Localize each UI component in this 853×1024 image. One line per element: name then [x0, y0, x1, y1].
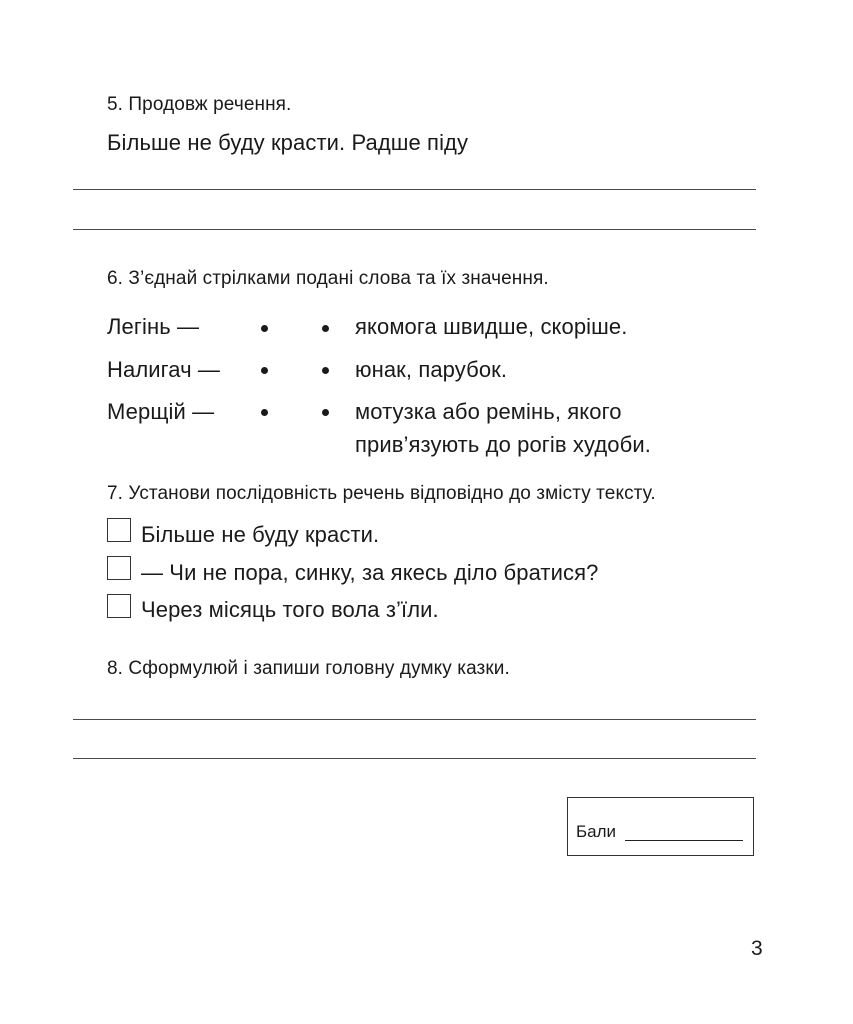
q5-answer-line-1[interactable]: [73, 189, 756, 190]
q8-title: 8. Сформулюй і запиши головну думку казки.: [107, 658, 510, 679]
q6-meaning-2: юнак, парубок.: [355, 357, 508, 382]
q6-meaning-3-line-2: прив’язують до рогів худоби.: [355, 432, 651, 457]
q6-meaning-1: якомога швидше, скоріше.: [355, 314, 628, 339]
q8-answer-line-2[interactable]: [73, 758, 756, 759]
q7-item-3: Через місяць того вола з’їли.: [141, 597, 439, 622]
q6-meaning-3-line-1: мотузка або ремінь, якого: [355, 399, 622, 424]
q6-meaning-dot-3[interactable]: [322, 409, 329, 416]
q7-item-2: — Чи не пора, синку, за якесь діло братися?: [141, 560, 599, 585]
q6-word-legin: Легінь —: [107, 314, 200, 339]
q8-answer-line-1[interactable]: [73, 719, 756, 720]
q6-word-dot-3[interactable]: [261, 409, 268, 416]
q6-title: 6. З’єднай стрілками подані слова та їх значення.: [107, 268, 549, 289]
score-input-line[interactable]: [625, 840, 743, 841]
q7-title: 7. Установи послідовність речень відповідно до змісту тексту.: [107, 483, 656, 504]
score-box: [567, 797, 754, 856]
q6-meaning-dot-1[interactable]: [322, 325, 329, 332]
q7-checkbox-3[interactable]: [107, 594, 131, 618]
score-label: Бали: [576, 822, 617, 841]
page-number: 3: [751, 937, 763, 960]
q6-word-dot-2[interactable]: [261, 367, 268, 374]
q5-sentence: Більше не буду красти. Радше піду: [107, 130, 469, 155]
q7-checkbox-2[interactable]: [107, 556, 131, 580]
q6-word-nalyhach: Налигач —: [107, 357, 221, 382]
q5-answer-line-2[interactable]: [73, 229, 756, 230]
q6-word-mershchii: Мерщій —: [107, 399, 215, 424]
q6-word-dot-1[interactable]: [261, 325, 268, 332]
q7-checkbox-1[interactable]: [107, 518, 131, 542]
q7-item-1: Більше не буду красти.: [141, 522, 380, 547]
q6-meaning-dot-2[interactable]: [322, 367, 329, 374]
q5-title: 5. Продовж речення.: [107, 94, 292, 115]
